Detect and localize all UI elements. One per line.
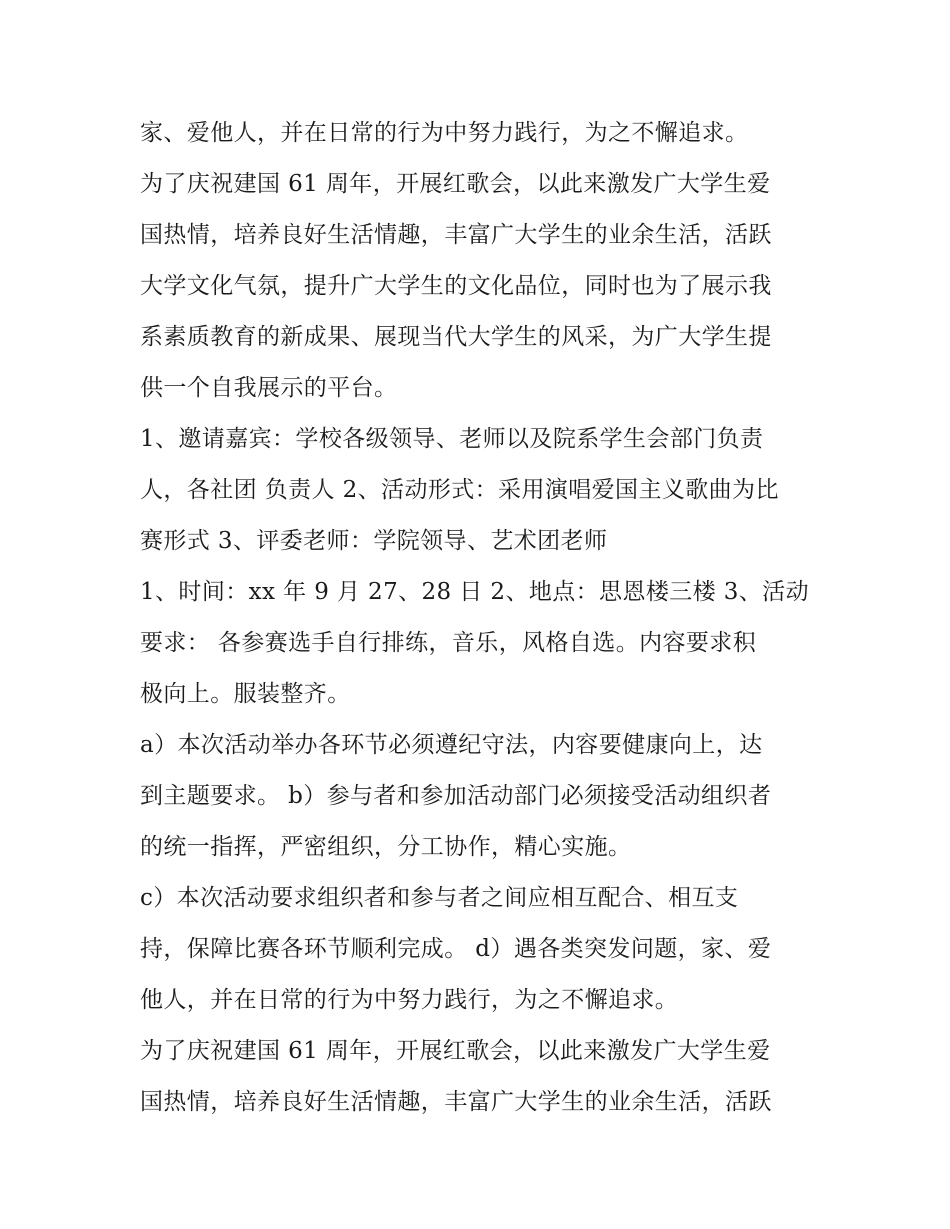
text-line: 极向上。服装整齐。 <box>140 681 351 707</box>
text-line: 1、邀请嘉宾：学校各级领导、老师以及院系学生会部门负责 <box>140 426 764 452</box>
text-line: 国热情，培养良好生活情趣，丰富广大学生的业余生活，活跃 <box>140 1089 772 1115</box>
text-line: 的统一指挥，严密组织，分工协作，精心实施。 <box>140 834 632 860</box>
text-line: 大学文化气氛，提升广大学生的文化品位，同时也为了展示我 <box>140 273 772 299</box>
paragraph-1 <box>140 108 820 159</box>
text-line: 持，保障比赛各环节顺利完成。 d）遇各类突发问题，家、爱 <box>140 936 772 962</box>
paragraph-2 <box>140 159 820 414</box>
paragraph-7 <box>140 1026 820 1128</box>
text-line: 为了庆祝建国 61 周年，开展红歌会，以此来激发广大学生爱 <box>140 1038 771 1064</box>
text-line: 为了庆祝建国 61 周年，开展红歌会，以此来激发广大学生爱 <box>140 171 771 197</box>
paragraph-6 <box>140 873 820 1026</box>
text-line: 家、爱他人，并在日常的行为中努力践行，为之不懈追求。 <box>140 120 749 146</box>
text-line: c）本次活动要求组织者和参与者之间应相互配合、相互支 <box>140 885 739 911</box>
text-line: a）本次活动举办各环节必须遵纪守法，内容要健康向上，达 <box>140 732 763 758</box>
text-line: 他人，并在日常的行为中努力践行，为之不懈追求。 <box>140 987 679 1013</box>
paragraph-5 <box>140 720 820 873</box>
text-line: 系素质教育的新成果、展现当代大学生的风采，为广大学生提 <box>140 324 772 350</box>
text-line: 要求： 各参赛选手自行排练，音乐，风格自选。内容要求积 <box>140 630 757 656</box>
text-line: 供一个自我展示的平台。 <box>140 375 398 401</box>
text-line: 赛形式 3、评委老师：学院领导、艺术团老师 <box>140 528 608 554</box>
paragraph-4 <box>140 567 820 720</box>
text-line: 到主题要求。 b）参与者和参加活动部门必须接受活动组织者 <box>140 783 772 809</box>
text-line: 1、时间：xx 年 9 月 27、28 日 2、地点：思恩楼三楼 3、活动 <box>140 579 809 605</box>
text-line: 人，各社团 负责人 2、活动形式：采用演唱爱国主义歌曲为比 <box>140 477 779 503</box>
paragraph-3 <box>140 414 820 567</box>
document-body <box>140 108 820 1128</box>
text-line: 国热情，培养良好生活情趣，丰富广大学生的业余生活，活跃 <box>140 222 772 248</box>
